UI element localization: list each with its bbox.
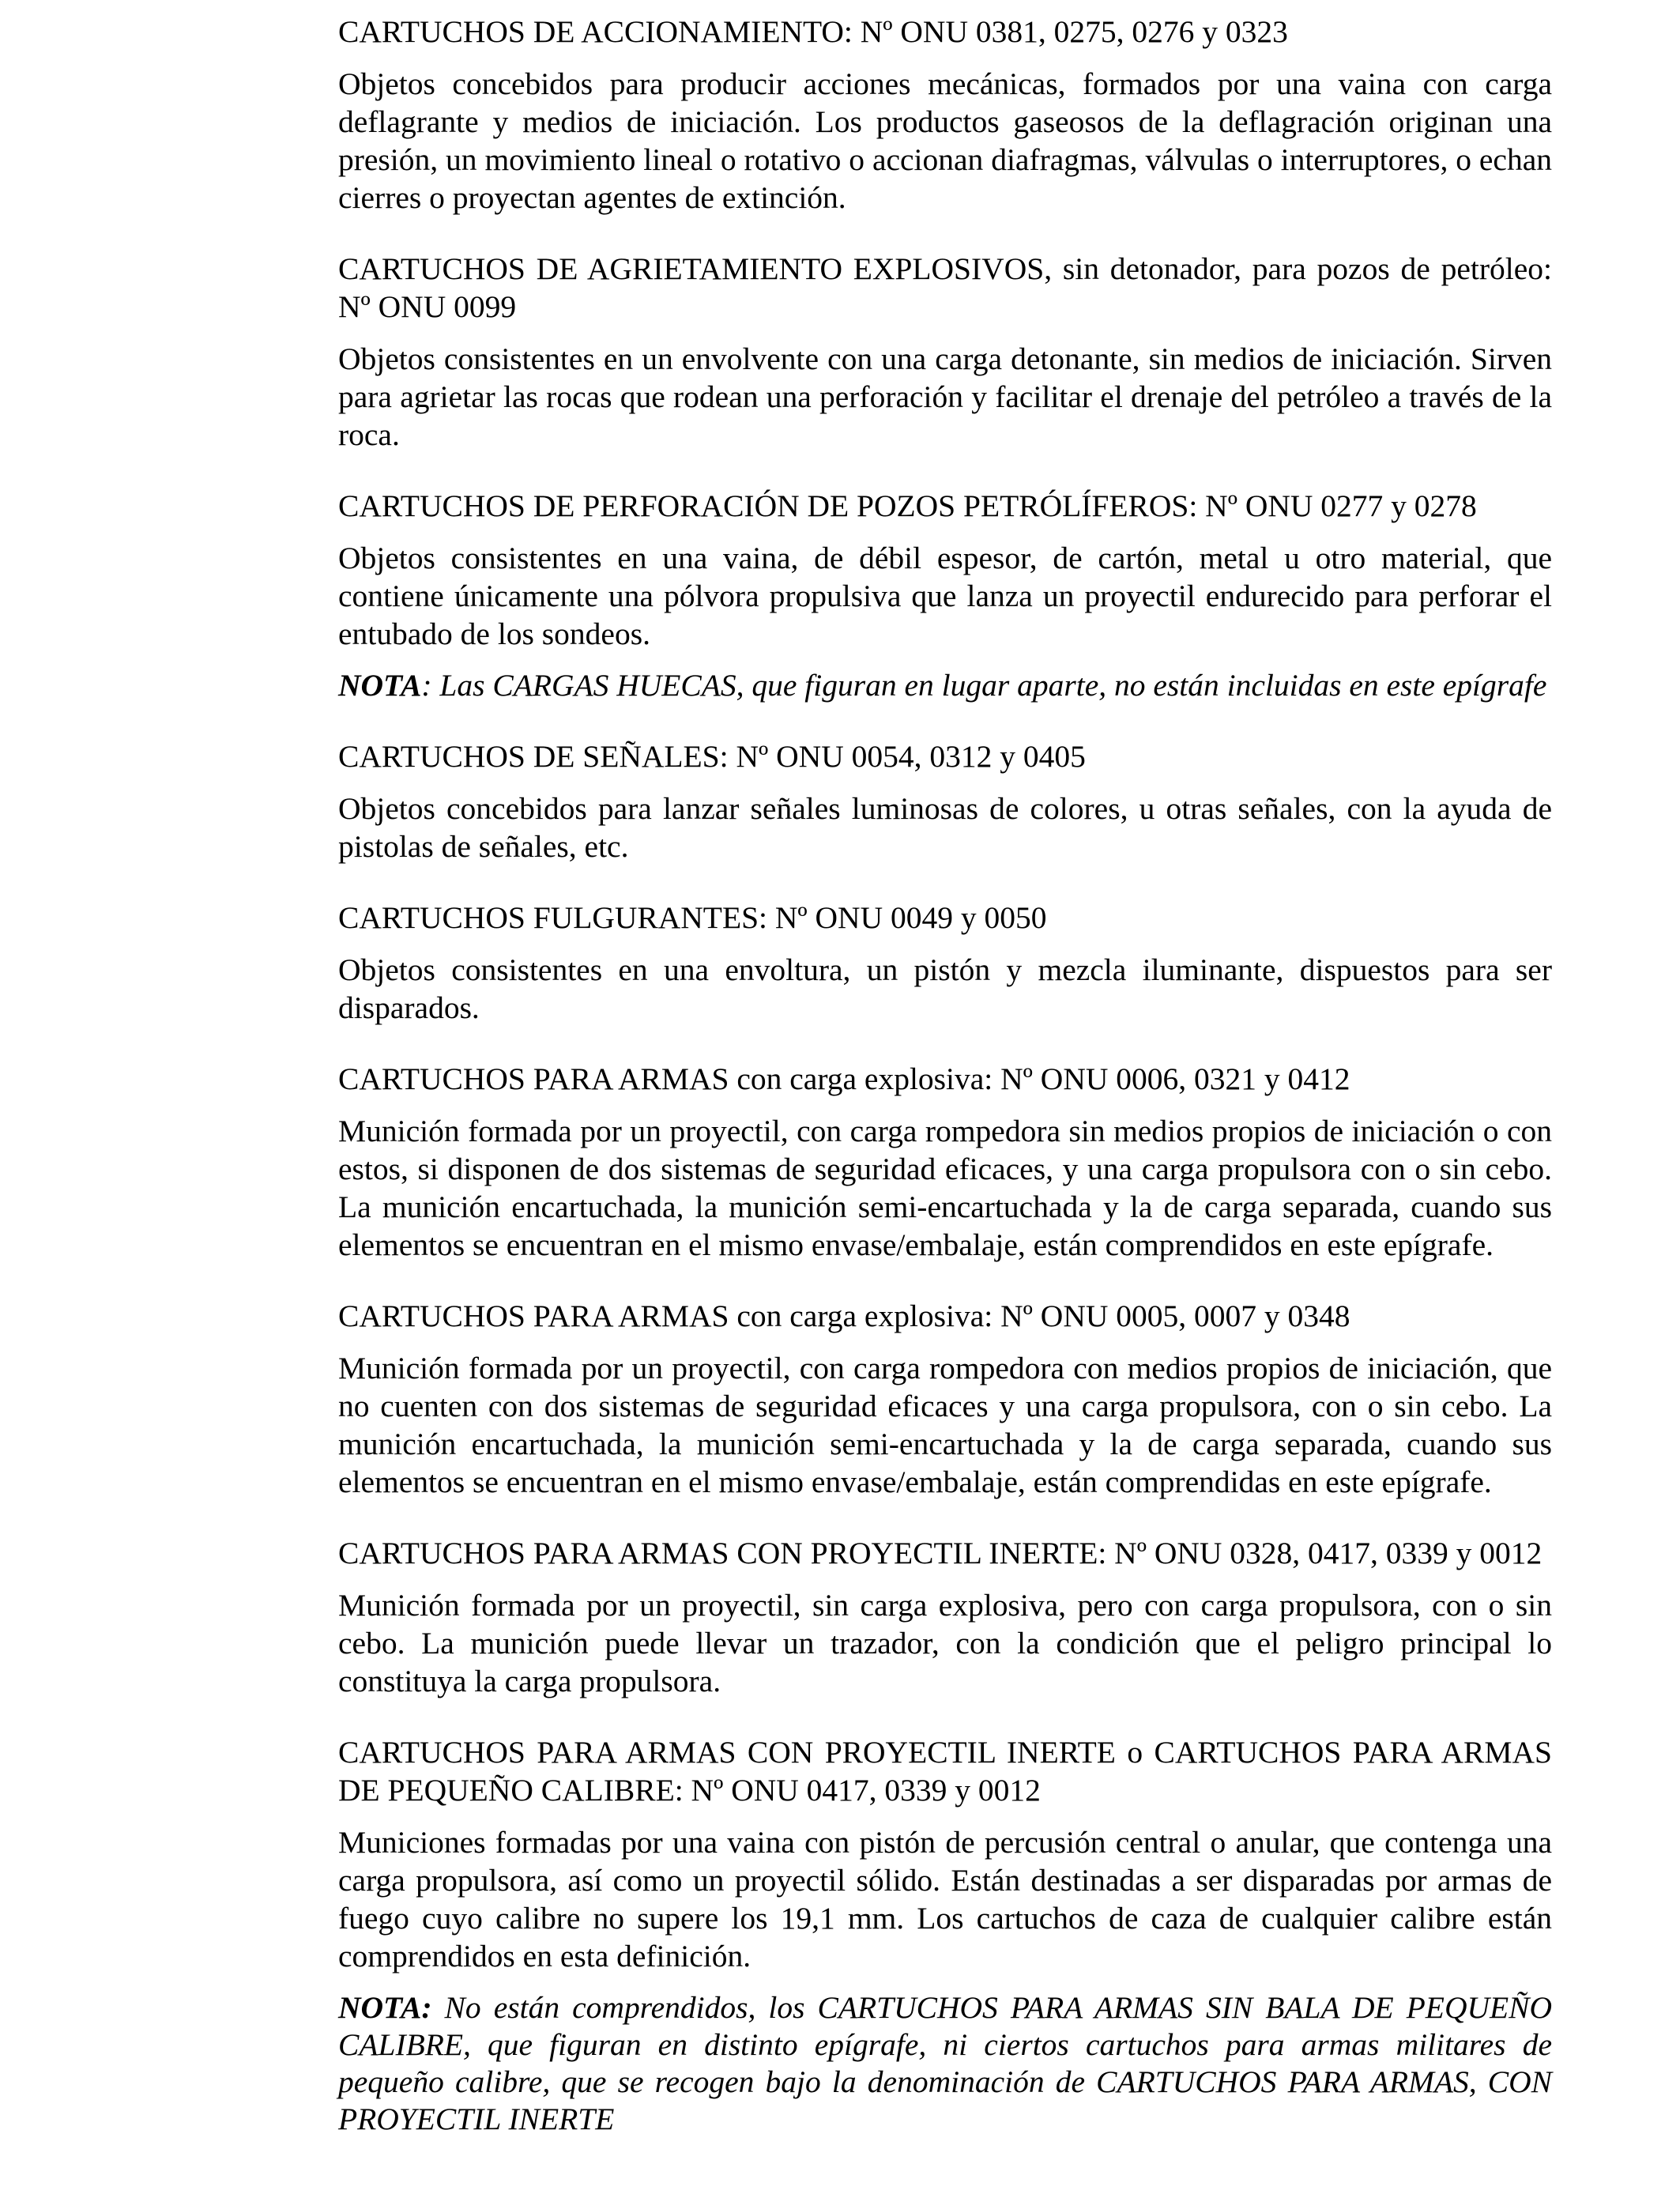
- entry-cartuchos-perforacion: [338, 487, 1552, 704]
- entry-description: Municiones formadas por una vaina con pistón de percusión central o anular, que contenga una carga propulsora, así como un proyectil sólido. Están destinadas a ser disparadas por armas de fuego cuyo calibre no supere los 19,1 mm. Los cartuchos de caza de cualquier calibre están comprendidos en esta definición.: [338, 1825, 1552, 1973]
- entry-description: Objetos concebidos para producir acciones mecánicas, formados por una vaina con carga deflagrante y medios de iniciación. Los productos gaseosos de la deflagración originan una presión, un movimiento lineal o rotativo o accionan diafragmas, válvulas o interruptores, o echan cierres o proyectan agentes de extinción.: [338, 66, 1552, 215]
- entry-cartuchos-agrietamiento: [338, 250, 1552, 454]
- entry-description: Munición formada por un proyectil, sin carga explosiva, pero con carga propulsora, con o sin cebo. La munición puede llevar un trazador, con la condición que el peligro principal lo constituya la carga propulsora.: [338, 1588, 1552, 1698]
- entry-heading: CARTUCHOS FULGURANTES: Nº ONU 0049 y 0050: [338, 900, 1047, 935]
- entry-heading: CARTUCHOS PARA ARMAS con carga explosiva: Nº ONU 0006, 0321 y 0412: [338, 1061, 1350, 1096]
- entry-heading: CARTUCHOS DE PERFORACIÓN DE POZOS PETRÓLÍFEROS: Nº ONU 0277 y 0278: [338, 488, 1477, 523]
- note-label: NOTA:: [338, 1990, 432, 2025]
- entry-description: Munición formada por un proyectil, con carga rompedora sin medios propios de iniciación o con estos, si disponen de dos sistemas de seguridad eficaces, y una carga propulsora con o sin cebo. La munición encartuchada, la munición semi-encartuchada y la de carga separada, cuando sus elementos se encuentran en el mismo envase/embalaje, están comprendidos en este epígrafe.: [338, 1114, 1552, 1262]
- note-text: No están comprendidos, los CARTUCHOS PARA ARMAS SIN BALA DE PEQUEÑO CALIBRE, que figuran en distinto epígrafe, ni ciertos cartuchos para armas militares de pequeño calibre, que se recogen bajo la denominación de CARTUCHOS PARA ARMAS, CON PROYECTIL INERTE: [338, 1990, 1552, 2136]
- entry-heading: CARTUCHOS PARA ARMAS CON PROYECTIL INERTE o CARTUCHOS PARA ARMAS DE PEQUEÑO CALIBRE: Nº ONU 0417, 0339 y 0012: [338, 1735, 1552, 1808]
- entry-cartuchos-senales: [338, 737, 1552, 865]
- entry-cartuchos-accionamiento: [338, 13, 1552, 217]
- entry-heading: CARTUCHOS PARA ARMAS con carga explosiva: Nº ONU 0005, 0007 y 0348: [338, 1299, 1350, 1333]
- note-label: NOTA: [338, 668, 422, 703]
- entry-description: Objetos concebidos para lanzar señales luminosas de colores, u otras señales, con la ayuda de pistolas de señales, etc.: [338, 791, 1552, 864]
- entry-description: Munición formada por un proyectil, con carga rompedora con medios propios de iniciación, que no cuenten con dos sistemas de seguridad eficaces y una carga propulsora, con o sin cebo. La munición encartuchada, la munición semi-encartuchada y la de carga separada, cuando sus elementos se encuentran en el mismo envase/embalaje, están comprendidas en este epígrafe.: [338, 1351, 1552, 1499]
- entry-cartuchos-armas-sin-iniciacion: [338, 1060, 1552, 1264]
- entry-description: Objetos consistentes en una vaina, de débil espesor, de cartón, metal u otro material, que contiene únicamente una pólvora propulsiva que lanza un proyectil endurecido para perforar el entubado de los sondeos.: [338, 541, 1552, 651]
- entry-cartuchos-fulgurantes: [338, 899, 1552, 1027]
- entry-cartuchos-proyectil-inerte: [338, 1534, 1552, 1700]
- entry-heading: CARTUCHOS PARA ARMAS CON PROYECTIL INERTE: Nº ONU 0328, 0417, 0339 y 0012: [338, 1536, 1543, 1570]
- entry-note: [338, 1989, 1552, 2138]
- entry-heading: CARTUCHOS DE SEÑALES: Nº ONU 0054, 0312 y 0405: [338, 739, 1086, 774]
- entry-cartuchos-pequeno-calibre: [338, 1733, 1552, 2138]
- entry-cartuchos-armas-con-iniciacion: [338, 1297, 1552, 1501]
- entry-heading: CARTUCHOS DE ACCIONAMIENTO: Nº ONU 0381, 0275, 0276 y 0323: [338, 14, 1288, 49]
- entry-heading: CARTUCHOS DE AGRIETAMIENTO EXPLOSIVOS, sin detonador, para pozos de petróleo: Nº ONU 0099: [338, 251, 1552, 324]
- entry-note: [338, 667, 1552, 704]
- entry-description: Objetos consistentes en una envoltura, un pistón y mezcla iluminante, dispuestos para ser disparados.: [338, 952, 1552, 1025]
- document-page: [338, 13, 1552, 2171]
- entry-description: Objetos consistentes en un envolvente con una carga detonante, sin medios de iniciación. Sirven para agrietar las rocas que rodean una perforación y facilitar el drenaje del petróleo a través de la roca.: [338, 341, 1552, 452]
- note-text: : Las CARGAS HUECAS, que figuran en lugar aparte, no están incluidas en este epígrafe: [421, 668, 1547, 703]
